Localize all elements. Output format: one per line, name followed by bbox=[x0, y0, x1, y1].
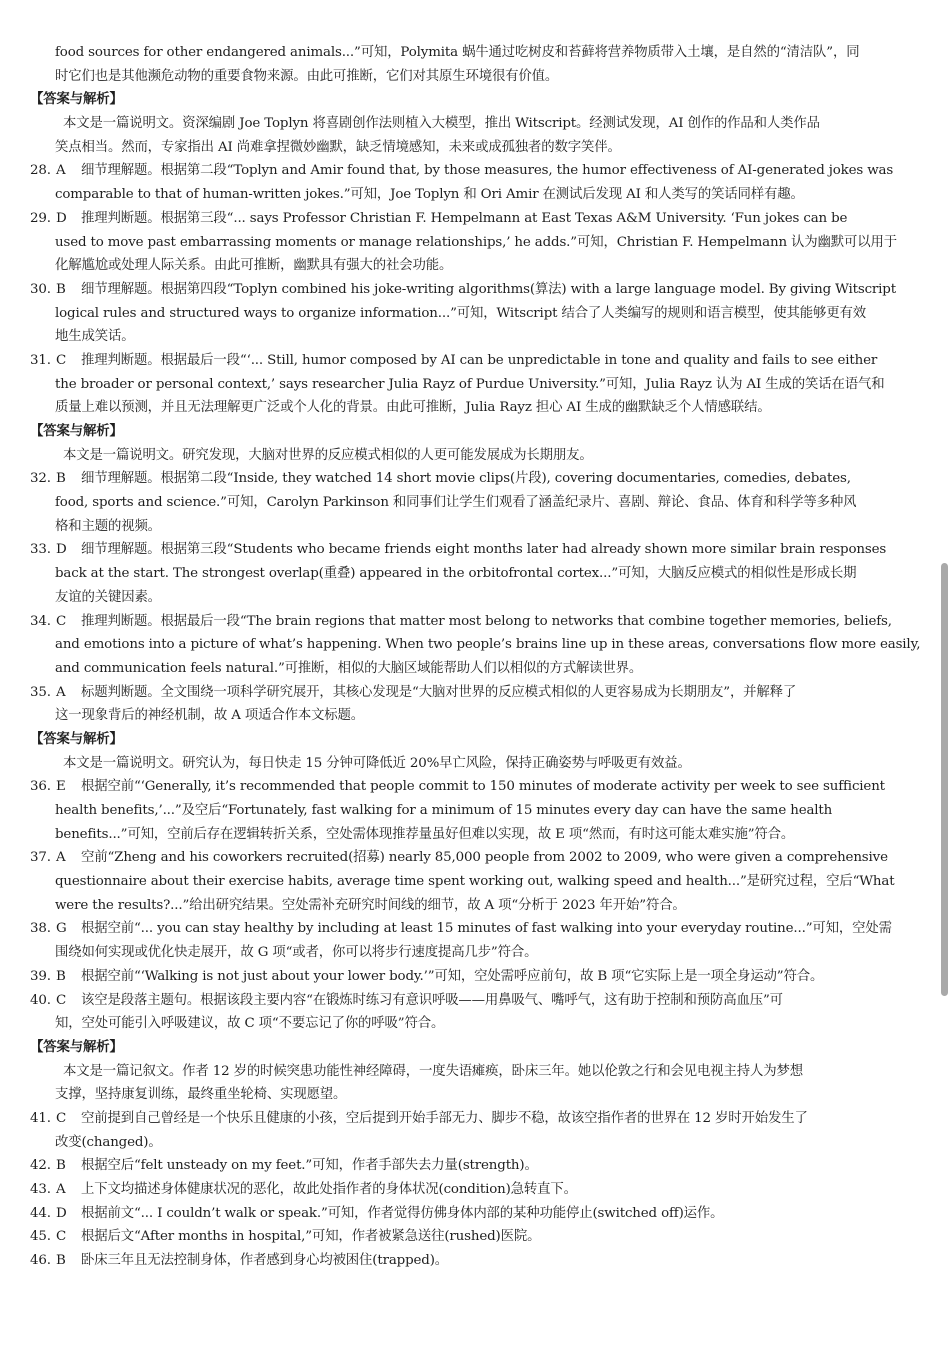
item-text: 根据后文“After months in hospital,”可知，作者被紧急送往(rushed)医院。 bbox=[81, 1229, 541, 1245]
summary-line: 本文是一篇记叙文。作者 12 岁的时候突患功能性神经障碍，一度失语瘫痪，卧床三年。她以伦敦之行和会见电视主持人为梦想 bbox=[63, 1063, 803, 1079]
item-answer: B bbox=[56, 281, 66, 297]
item-text: 根据空前“... you can stay healthy by including at least 15 minutes of fast walking into your everyday routine...”可知，空处需 bbox=[81, 921, 892, 937]
answer-item-45 bbox=[0, 1225, 925, 1249]
item-text: 细节理解题。根据第四段“Toplyn combined his joke-writing algorithms(算法) with a large language model. By giving Witscript bbox=[81, 281, 896, 297]
item-text: used to move past embarrassing moments or manage relationships,’ he adds.”可知，Christian F. Hempelmann 认为幽默可以用于 bbox=[55, 234, 897, 250]
item-text: 推理判断题。根据最后一段“The brain regions that matter most belong to networks that combine together memories, beliefs, bbox=[81, 613, 892, 629]
answer-item-32 bbox=[0, 467, 925, 538]
answer-item-34 bbox=[0, 610, 925, 681]
item-text: 质量上难以预测，并且无法理解更广泛或个人化的背景。由此可推断，Julia Rayz 担心 AI 生成的幽默缺乏个人情感联结。 bbox=[55, 400, 771, 416]
item-answer: C bbox=[56, 1110, 67, 1126]
item-text: 格和主题的视频。 bbox=[55, 518, 161, 534]
answer-item-42 bbox=[0, 1154, 925, 1178]
item-answer: C bbox=[56, 352, 67, 368]
item-text: 这一现象背后的神经机制，故 A 项适合作本文标题。 bbox=[55, 708, 365, 724]
item-text: 卧床三年且无法控制身体，作者感到身心均被困住(trapped)。 bbox=[81, 1253, 449, 1269]
answer-item-38 bbox=[0, 917, 925, 964]
item-text: comparable to that of human-written jokes.”可知，Joe Toplyn 和 Ori Amir 在测试后发现 AI 和人类写的笑话同样有趣。 bbox=[55, 187, 804, 203]
item-number: 35. bbox=[30, 684, 51, 700]
item-answer: B bbox=[56, 1158, 66, 1174]
summary-line: 本文是一篇说明文。研究发现，大脑对世界的反应模式相似的人更可能发展成为长期朋友。 bbox=[63, 447, 593, 463]
item-number: 39. bbox=[30, 968, 51, 984]
section-header: 【答案与解析】 bbox=[30, 730, 123, 747]
item-number: 34. bbox=[30, 613, 51, 629]
answer-item-40 bbox=[0, 989, 925, 1036]
item-answer: C bbox=[56, 613, 67, 629]
item-text: 细节理解题。根据第二段“Inside, they watched 14 short movie clips(片段), covering documentaries, comedies, debates, bbox=[81, 471, 851, 487]
item-text: back at the start. The strongest overlap(重叠) appeared in the orbitofrontal cortex...”可知，大脑反应模式的相似性是形成长期 bbox=[55, 566, 857, 582]
item-text: 根据前文“... I couldn’t walk or speak.”可知，作者觉得仿佛身体内部的某种功能停止(switched off)运作。 bbox=[81, 1205, 724, 1221]
item-text: food, sports and science.”可知，Carolyn Parkinson 和同事们让学生们观看了涵盖纪录片、喜剧、辩论、食品、体育和科学等多种风 bbox=[55, 495, 857, 511]
item-text: 标题判断题。全文围绕一项科学研究展开，其核心发现是“大脑对世界的反应模式相似的人更容易成为长期朋友”，并解释了 bbox=[81, 684, 797, 700]
item-number: 30. bbox=[30, 281, 51, 297]
item-text: logical rules and structured ways to organize information...”可知，Witscript 结合了人类编写的规则和语言模型，使其能够更有效 bbox=[55, 305, 866, 321]
item-text: were the results?...”给出研究结果。空处需补充研究时间线的细节，故 A 项“分析于 2023 年开始”符合。 bbox=[55, 897, 686, 913]
answer-item-29 bbox=[0, 207, 925, 278]
item-text: 知，空处可能引入呼吸建议，故 C 项“不要忘记了你的呼吸”符合。 bbox=[55, 1016, 445, 1032]
item-text: health benefits,’...”及空后“Fortunately, fast walking for a minimum of 15 minutes every day can have the same health bbox=[55, 803, 833, 818]
answer-item-39 bbox=[0, 965, 925, 989]
answer-item-43 bbox=[0, 1178, 925, 1202]
summary-line: 本文是一篇说明文。研究认为，每日快走 15 分钟可降低近 20%早亡风险，保持正确姿势与呼吸更有效益。 bbox=[63, 755, 691, 771]
item-text: 该空是段落主题句。根据该段主要内容“在锻炼时练习有意识呼吸——用鼻吸气、嘴呼气，这有助于控制和预防高血压”可 bbox=[81, 992, 783, 1008]
answer-section-3 bbox=[0, 728, 925, 1036]
item-number: 46. bbox=[30, 1253, 51, 1269]
item-text: 化解尴尬或处理人际关系。由此可推断，幽默具有强大的社会功能。 bbox=[55, 258, 453, 274]
item-text: 细节理解题。根据第二段“Toplyn and Amir found that, by those measures, the humor effectiveness of AI-generated jokes was bbox=[81, 163, 894, 179]
item-answer: A bbox=[56, 1182, 66, 1197]
text-line: 时它们也是其他濒危动物的重要食物来源。由此可推断，它们对其原生环境很有价值。 bbox=[55, 68, 559, 84]
answer-item-41 bbox=[0, 1107, 925, 1154]
item-number: 40. bbox=[30, 992, 51, 1008]
item-number: 44. bbox=[30, 1205, 51, 1221]
item-answer: C bbox=[56, 992, 67, 1008]
summary-line: 笑点相当。然而，专家指出 AI 尚难拿捏微妙幽默，缺乏情境感知，未来或成孤独者的数字笑伴。 bbox=[55, 139, 621, 155]
item-text: 根据空前“‘Generally, it’s recommended that people commit to 150 minutes of moderate activity per week to see sufficient bbox=[81, 779, 885, 795]
item-answer: D bbox=[56, 542, 67, 558]
item-text: 空前提到自己曾经是一个快乐且健康的小孩，空后提到开始手部无力、脚步不稳，故该空指作者的世界在 12 岁时开始发生了 bbox=[81, 1110, 808, 1126]
item-text: 细节理解题。根据第三段“Students who became friends eight months later had already shown more similar brain responses bbox=[81, 542, 887, 558]
item-answer: A bbox=[56, 163, 66, 179]
answer-section-1 bbox=[0, 88, 925, 420]
item-text: benefits...”可知，空前后存在逻辑转折关系，空处需体现推荐量虽好但难以实现，故 E 项“然而，有时这可能太难实施”符合。 bbox=[55, 826, 795, 842]
item-text: 围绕如何实现或优化快走展开，故 G 项“或者，你可以将步行速度提高几步”符合。 bbox=[55, 945, 538, 961]
item-text: 推理判断题。根据最后一段“‘... Still, humor composed by AI can be unpredictable in tone and quality and fails to see either bbox=[81, 352, 878, 368]
answer-item-33 bbox=[0, 538, 925, 609]
answer-section-4 bbox=[0, 1036, 925, 1273]
item-text: 根据空后“felt unsteady on my feet.”可知，作者手部失去力量(strength)。 bbox=[81, 1158, 538, 1174]
item-answer: E bbox=[56, 779, 66, 795]
item-number: 32. bbox=[30, 471, 51, 487]
item-text: 根据空前“‘Walking is not just about your lower body.’”可知，空处需呼应前句，故 B 项“它实际上是一项全身运动”符合。 bbox=[81, 968, 824, 984]
item-text: and emotions into a picture of what’s happening. When two people’s brains line up in these areas, conversations flow more easily, bbox=[55, 637, 921, 653]
item-text: the broader or personal context,’ says researcher Julia Rayz of Purdue University.”可知，Julia Rayz 认为 AI 生成的笑话在语气和 bbox=[55, 376, 885, 392]
item-number: 28. bbox=[30, 163, 51, 179]
answer-item-44 bbox=[0, 1202, 925, 1226]
section-header: 【答案与解析】 bbox=[30, 423, 123, 439]
item-number: 29. bbox=[30, 210, 51, 226]
summary-line: 支撑，坚持康复训练，最终重坐轮椅、实现愿望。 bbox=[55, 1087, 347, 1103]
answer-item-36 bbox=[0, 775, 925, 846]
answer-item-35 bbox=[0, 681, 925, 728]
item-answer: A bbox=[56, 684, 66, 700]
item-answer: G bbox=[56, 921, 67, 937]
item-number: 38. bbox=[30, 921, 51, 937]
vertical-scrollbar-thumb[interactable] bbox=[941, 563, 948, 996]
item-answer: B bbox=[56, 1253, 66, 1269]
answer-key-page bbox=[0, 41, 925, 1273]
item-number: 42. bbox=[30, 1158, 51, 1174]
section-header: 【答案与解析】 bbox=[30, 1038, 123, 1055]
summary-line: 本文是一篇说明文。资深编剧 Joe Toplyn 将喜剧创作法则植入大模型，推出 Witscript。经测试发现，AI 创作的作品和人类作品 bbox=[63, 116, 820, 132]
answer-item-46 bbox=[0, 1249, 925, 1273]
item-text: 上下文均描述身体健康状况的恶化，故此处指作者的身体状况(condition)急转直下。 bbox=[81, 1182, 577, 1197]
item-number: 43. bbox=[30, 1182, 51, 1197]
item-text: and communication feels natural.”可推断，相似的大脑区域能帮助人们以相似的方式解读世界。 bbox=[55, 660, 643, 676]
item-number: 37. bbox=[30, 850, 51, 866]
item-answer: A bbox=[56, 850, 66, 866]
item-number: 41. bbox=[30, 1110, 51, 1126]
item-text: 地生成笑话。 bbox=[55, 329, 135, 345]
continuation-paragraph bbox=[0, 41, 925, 88]
item-text: 推理判断题。根据第三段“... says Professor Christian F. Hempelmann at East Texas A&M University. ‘Fun jokes can be bbox=[81, 210, 848, 226]
section-header: 【答案与解析】 bbox=[30, 91, 123, 108]
item-number: 31. bbox=[30, 352, 51, 368]
answer-section-2 bbox=[0, 420, 925, 728]
item-answer: D bbox=[56, 210, 67, 226]
item-text: 友谊的关键因素。 bbox=[55, 589, 161, 605]
item-text: questionnaire about their exercise habits, average time spent working out, walking speed and health...”是研究过程，空后“What bbox=[55, 874, 895, 890]
answer-item-28 bbox=[0, 159, 925, 206]
answer-item-31 bbox=[0, 349, 925, 420]
answer-item-37 bbox=[0, 846, 925, 917]
item-answer: D bbox=[56, 1205, 67, 1221]
item-text: 空前“Zheng and his coworkers recruited(招募) nearly 85,000 people from 2002 to 2009, who were given a comprehensive bbox=[81, 850, 888, 866]
text-line: food sources for other endangered animals...”可知，Polymita 蜗牛通过吃树皮和苔藓将营养物质带入土壤，是自然的“清洁队”，同 bbox=[55, 45, 860, 60]
item-number: 36. bbox=[30, 779, 51, 795]
item-answer: C bbox=[56, 1229, 67, 1245]
item-answer: B bbox=[56, 471, 66, 487]
item-text: 改变(changed)。 bbox=[55, 1134, 162, 1150]
item-number: 45. bbox=[30, 1229, 51, 1245]
answer-item-30 bbox=[0, 278, 925, 349]
item-number: 33. bbox=[30, 542, 51, 558]
item-answer: B bbox=[56, 968, 66, 984]
